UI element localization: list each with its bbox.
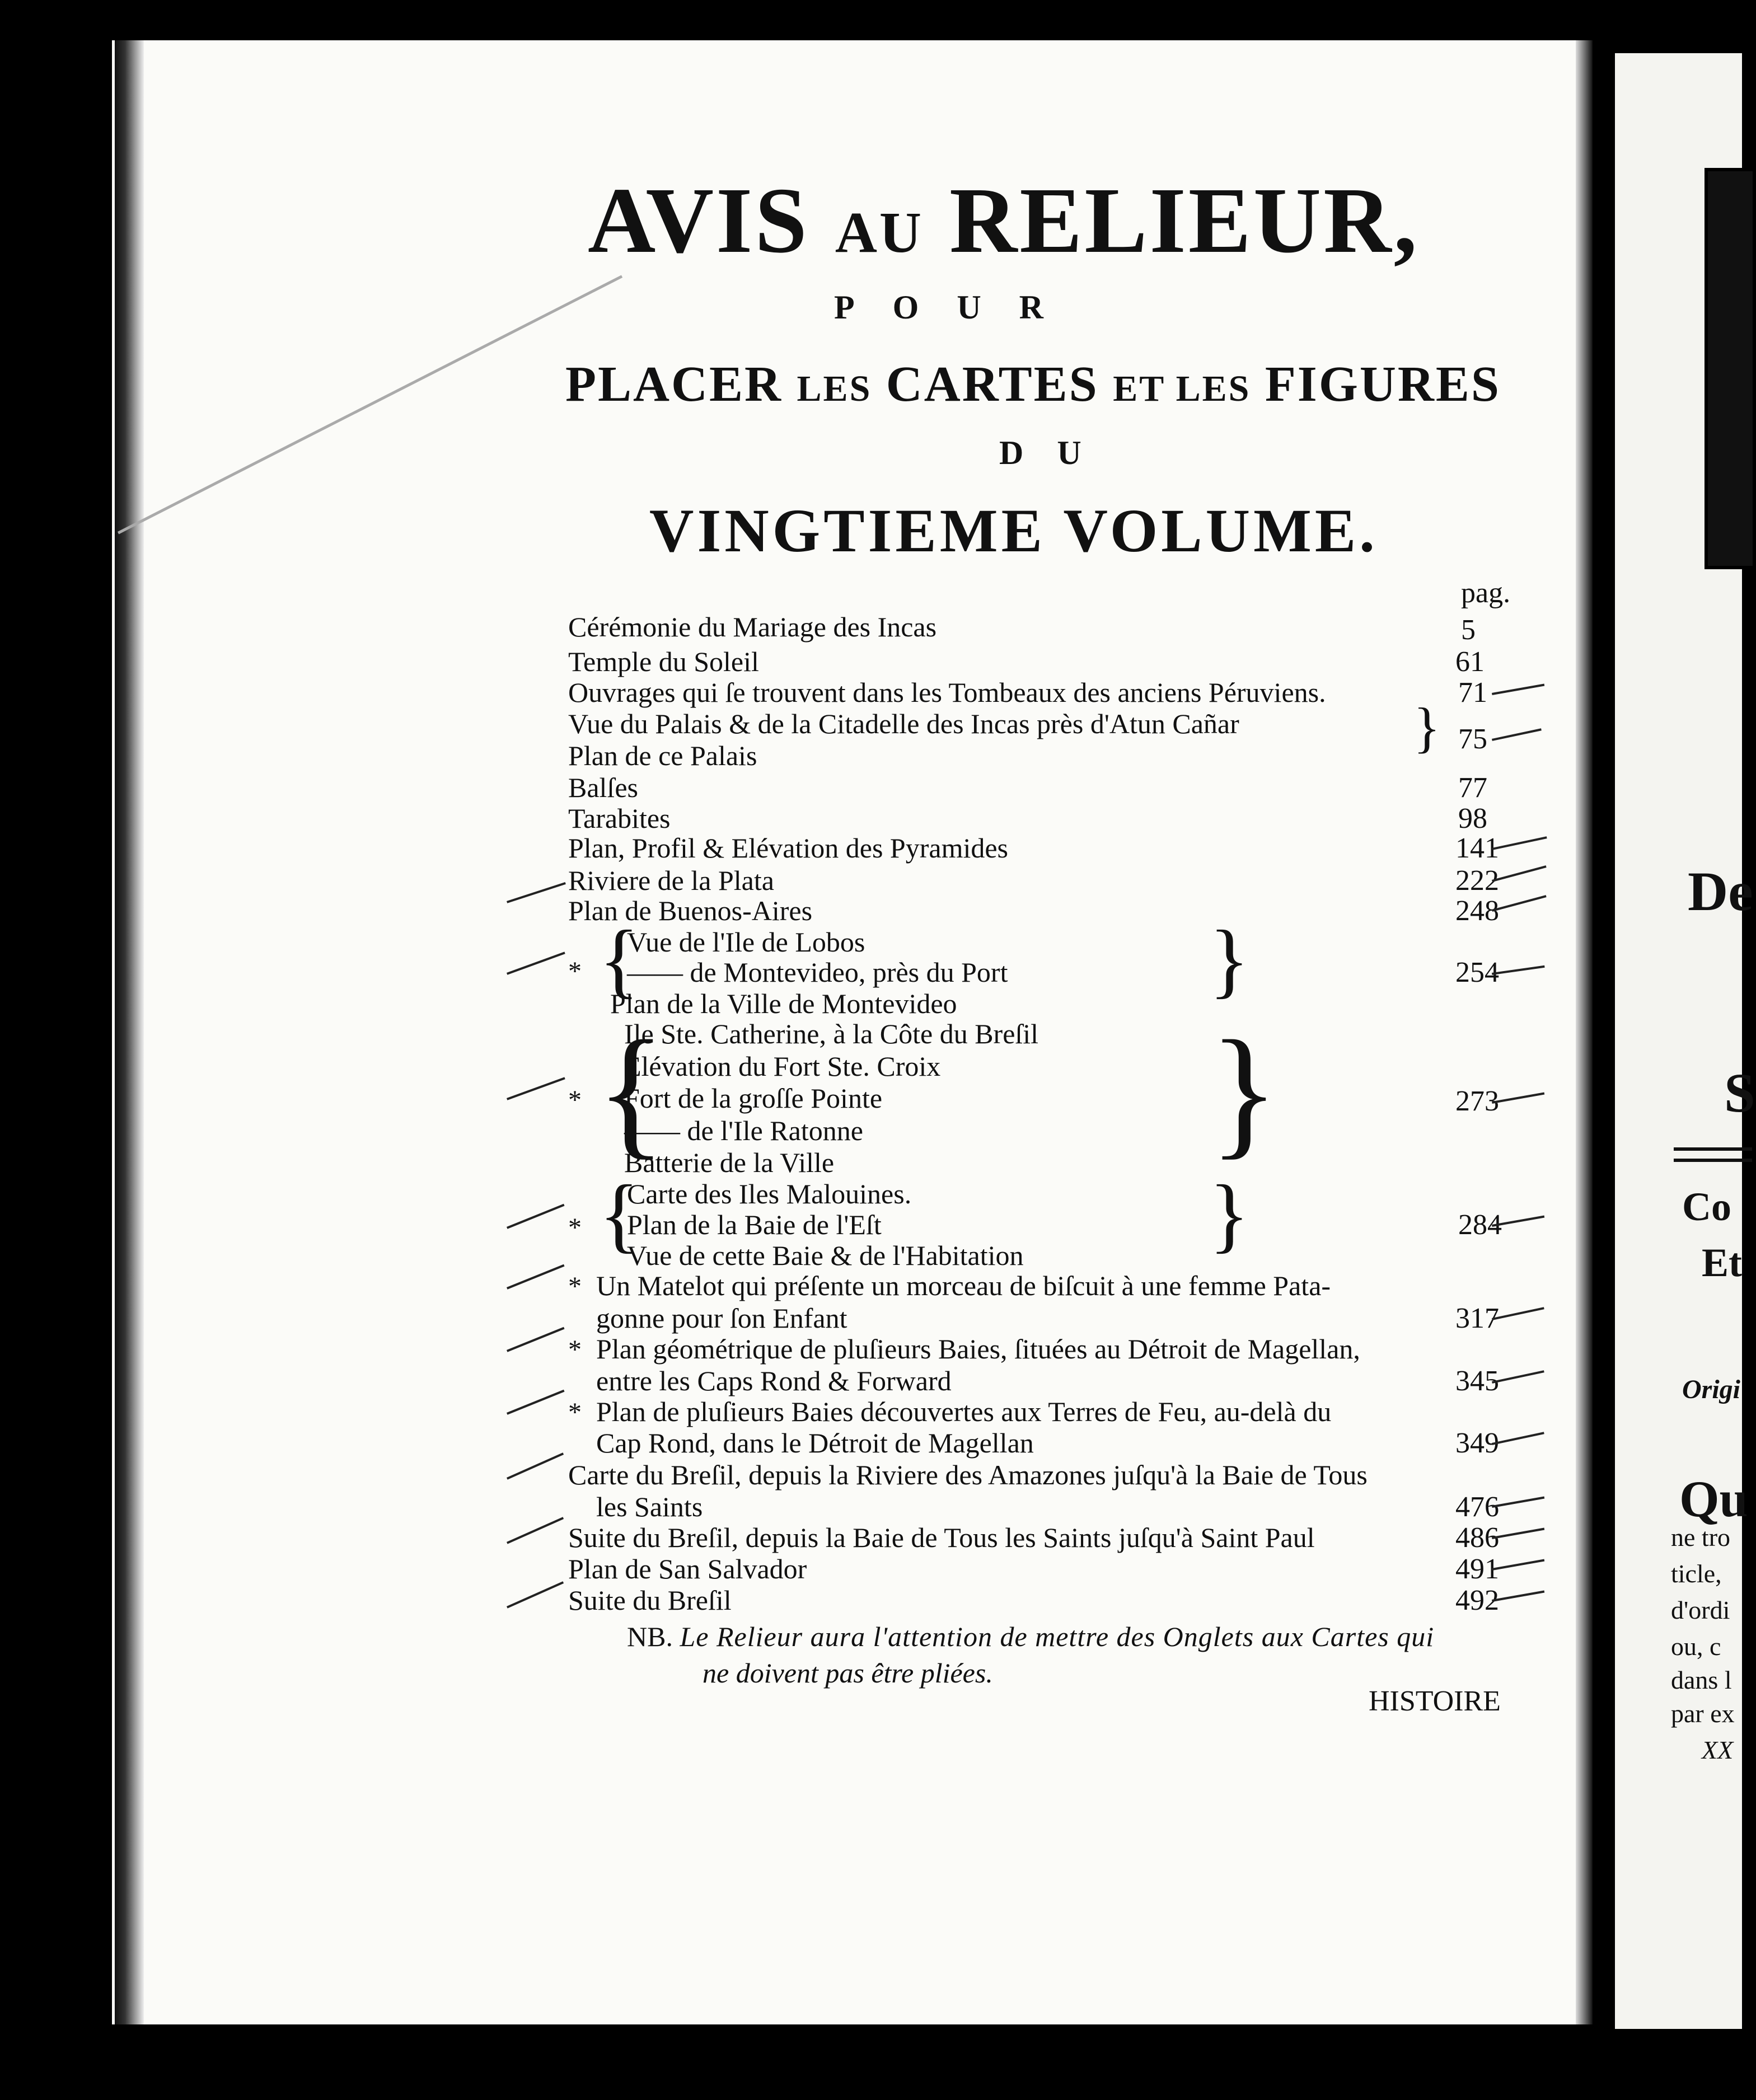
facing-text-fragment: d'ordi [1671, 1596, 1730, 1624]
facing-plate-image [1705, 168, 1756, 569]
facing-rule [1674, 1147, 1752, 1151]
toc-entry: Fort de la groſſe Pointe [624, 1082, 883, 1114]
title-word: RELIEUR, [949, 168, 1420, 273]
toc-entry: Elévation du Fort Ste. Croix [624, 1051, 941, 1082]
facing-text-fragment: ou, c [1671, 1632, 1721, 1661]
facing-text-fragment: XX [1702, 1736, 1734, 1764]
book-spine [115, 40, 144, 2024]
asterisk-mark: * [568, 1272, 582, 1301]
title-word: AVIS [588, 168, 809, 273]
subtitle-pour: POUR [834, 289, 1081, 326]
note-label: NB. [627, 1621, 673, 1652]
toc-entry: Plan de la Ville de Montevideo [610, 988, 957, 1019]
toc-entry: les Saints [596, 1491, 703, 1522]
toc-entry: Carte du Breſil, depuis la Riviere des Amazones juſqu'à la Baie de Tous [568, 1459, 1368, 1490]
toc-entry: Un Matelot qui préſente un morceau de biſcuit à une femme Pata- [596, 1270, 1331, 1301]
toc-entry: Ouvrages qui ſe trouvent dans les Tombeaux des anciens Péruviens. [568, 677, 1326, 708]
page-number: 486 [1455, 1522, 1499, 1554]
facing-page [1615, 53, 1755, 2029]
facing-text-fragment: ticle, [1671, 1559, 1722, 1588]
toc-entry: Vue de cette Baie & de l'Habitation [627, 1240, 1024, 1271]
toc-entry: Plan de Buenos-Aires [568, 895, 813, 926]
toc-entry: gonne pour ſon Enfant [596, 1302, 847, 1334]
toc-entry: Tarabites [568, 803, 671, 834]
page-number: 492 [1455, 1585, 1499, 1616]
toc-entry: Cap Rond, dans le Détroit de Magellan [596, 1427, 1034, 1459]
catchword: HISTOIRE [1369, 1685, 1501, 1717]
toc-entry: Plan de la Baie de l'Eſt [627, 1209, 882, 1240]
toc-entry: Plan de San Salvador [568, 1553, 807, 1585]
toc-entry: Vue de l'Ile de Lobos [627, 926, 865, 958]
facing-heading-fragment: S [1724, 1062, 1755, 1124]
subtitle-word: ET LES [1113, 368, 1251, 409]
facing-heading-fragment: Co [1682, 1184, 1731, 1229]
facing-text-fragment: Origi [1682, 1375, 1741, 1404]
page-title [588, 168, 1472, 273]
facing-text-fragment: ne tro [1671, 1523, 1731, 1551]
toc-entry: Ile Ste. Catherine, à la Côte du Breſil [624, 1018, 1039, 1049]
page-number: 273 [1455, 1085, 1499, 1117]
right-brace: } [1209, 1011, 1279, 1172]
right-brace: } [1209, 913, 1249, 1006]
toc-entry: Plan, Profil & Elévation des Pyramides [568, 832, 1009, 864]
toc-entry: Plan de pluſieurs Baies découvertes aux Terres de Feu, au-delà du [596, 1396, 1332, 1427]
page-number: 141 [1455, 832, 1499, 864]
facing-text-fragment: par ex [1671, 1699, 1735, 1728]
page-number: 476 [1455, 1491, 1499, 1523]
toc-entry: Plan de ce Palais [568, 740, 757, 771]
subtitle-du: DU [999, 434, 1115, 471]
subtitle-word: FIGURES [1265, 357, 1501, 412]
title-word: AU [835, 200, 924, 265]
facing-heading-fragment: Et [1702, 1240, 1742, 1285]
subtitle-word: PLACER [565, 357, 783, 412]
binder-note-line2: ne doivent pas être pliées. [703, 1657, 993, 1689]
page-gutter [1576, 40, 1593, 2024]
toc-entry: Suite du Breſil [568, 1585, 732, 1616]
left-brace: { [599, 1168, 639, 1261]
right-brace: } [1209, 1168, 1249, 1261]
right-brace: } [1413, 696, 1440, 758]
asterisk-mark: * [568, 957, 582, 986]
page-number: 254 [1455, 957, 1499, 988]
facing-heading-fragment: De [1688, 860, 1753, 922]
page-number: 284 [1458, 1209, 1502, 1241]
toc-entry [568, 613, 936, 641]
page-column-label: pag. [1461, 577, 1511, 609]
page-number: 77 [1458, 772, 1487, 804]
asterisk-mark: * [568, 1335, 582, 1365]
subtitle-placer [565, 355, 1501, 413]
page-number: 317 [1455, 1302, 1499, 1334]
toc-entry: Plan géométrique de pluſieurs Baies, ſituées au Détroit de Magellan, [596, 1333, 1360, 1365]
asterisk-mark: * [568, 1398, 582, 1427]
page-number: 61 [1455, 646, 1485, 678]
page-number: 222 [1455, 865, 1499, 897]
toc-entry: Vue du Palais & de la Citadelle des Incas près d'Atun Cañar [568, 708, 1239, 739]
toc-entry: Suite du Breſil, depuis la Baie de Tous les Saints juſqu'à Saint Paul [568, 1522, 1315, 1553]
toc-entry: Riviere de la Plata [568, 865, 774, 896]
facing-text-fragment: Qu [1679, 1470, 1748, 1527]
page-number: 98 [1458, 803, 1487, 835]
page-number: 345 [1455, 1365, 1499, 1397]
toc-entry: Carte des Iles Malouines. [627, 1178, 912, 1210]
entry-text: Cérémonie du Mariage des Incas [568, 611, 937, 643]
page-number: 349 [1455, 1427, 1499, 1459]
note-text: Le Relieur aura l'attention de mettre des Onglets aux Cartes qui [680, 1621, 1435, 1652]
subtitle-word: CARTES [886, 357, 1099, 412]
toc-entry: Batterie de la Ville [624, 1147, 835, 1178]
page-number: 248 [1455, 895, 1499, 927]
toc-entry: —— de Montevideo, près du Port [627, 957, 1008, 988]
asterisk-mark: * [568, 1085, 582, 1115]
left-brace: { [596, 1011, 666, 1172]
page-number: 71 [1458, 677, 1487, 709]
subtitle-word: LES [797, 368, 872, 409]
page-number: 5 [1461, 614, 1476, 646]
facing-text-fragment: dans l [1671, 1666, 1732, 1694]
toc-entry: Temple du Soleil [568, 646, 759, 677]
binder-note [627, 1620, 1434, 1653]
page-number: 491 [1455, 1553, 1499, 1585]
facing-rule [1674, 1159, 1752, 1162]
toc-entry: entre les Caps Rond & Forward [596, 1365, 952, 1396]
toc-entry: —— de l'Ile Ratonne [624, 1115, 863, 1146]
left-brace: { [599, 913, 639, 1006]
page-number: 75 [1458, 723, 1487, 755]
asterisk-mark: * [568, 1213, 582, 1243]
toc-entry: Balſes [568, 772, 638, 803]
volume-heading: VINGTIEME VOLUME. [649, 496, 1378, 565]
